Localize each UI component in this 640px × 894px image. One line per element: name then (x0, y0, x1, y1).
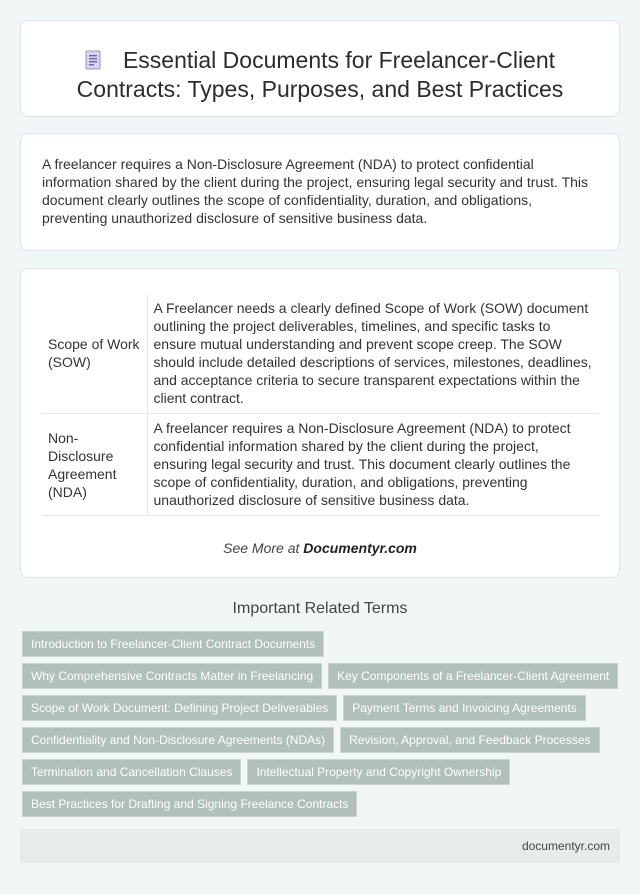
page-title (21, 46, 619, 104)
title-line-1: Essential Documents for Freelancer-Client (122, 47, 556, 73)
documents-table-card (20, 268, 620, 578)
related-term-tag[interactable]: Why Comprehensive Contracts Matter in Freelancing (22, 663, 322, 689)
intro-card (20, 133, 620, 251)
table-row (42, 414, 599, 516)
row-description: A freelancer requires a Non-Disclosure Agreement (NDA) to protect confidential information shared by the client during the project, ensuring legal security and trust. This document clearly outlines the scope of confidentiality, duration, and obligations, preventing unauthorized disclosure of sensitive business data. (147, 414, 599, 516)
title-line-2: Contracts: Types, Purposes, and Best Practices (76, 76, 564, 102)
page-title-heading (21, 46, 619, 104)
document-icon (85, 50, 101, 70)
related-term-tag[interactable]: Best Practices for Drafting and Signing Freelance Contracts (22, 791, 357, 817)
related-term-tag[interactable]: Intellectual Property and Copyright Ownership (247, 759, 510, 785)
footer (20, 829, 620, 863)
see-more (21, 540, 619, 556)
intro-text: A freelancer requires a Non-Disclosure Agreement (NDA) to protect confidential information shared by the client during the project, ensuring legal security and trust. This document clearly outlines the scope of confidentiality, duration, and obligations, preventing unauthorized disclosure of sensitive business data. (42, 156, 589, 226)
title-card (20, 20, 620, 117)
see-more-prefix: See More at (223, 540, 304, 556)
related-term-tag[interactable]: Key Components of a Freelancer-Client Agreement (328, 663, 618, 689)
related-term-tag[interactable]: Termination and Cancellation Clauses (22, 759, 241, 785)
documents-table (42, 295, 599, 516)
related-term-tag[interactable]: Payment Terms and Invoicing Agreements (343, 695, 586, 721)
see-more-link[interactable]: Documentyr.com (303, 540, 417, 556)
row-term: Non-Disclosure Agreement (NDA) (42, 414, 147, 516)
related-term-tag[interactable]: Scope of Work Document: Defining Project Deliverables (22, 695, 337, 721)
related-term-tag[interactable]: Confidentiality and Non-Disclosure Agreements (NDAs) (22, 727, 334, 753)
row-description: A Freelancer needs a clearly defined Scope of Work (SOW) document outlining the project deliverables, timelines, and specific tasks to ensure mutual understanding and prevent scope creep. The SOW should include detailed descriptions of services, milestones, deadlines, and acceptance criteria to secure transparent expectations within the client contract. (147, 295, 599, 414)
row-term: Scope of Work (SOW) (42, 295, 147, 414)
related-term-tag[interactable]: Introduction to Freelancer-Client Contract Documents (22, 631, 324, 657)
related-term-tag[interactable]: Revision, Approval, and Feedback Processes (340, 727, 599, 753)
footer-site-link[interactable]: documentyr.com (521, 839, 610, 853)
table-row (42, 295, 599, 414)
related-terms-heading: Important Related Terms (232, 600, 408, 617)
related-terms-list (22, 631, 622, 823)
